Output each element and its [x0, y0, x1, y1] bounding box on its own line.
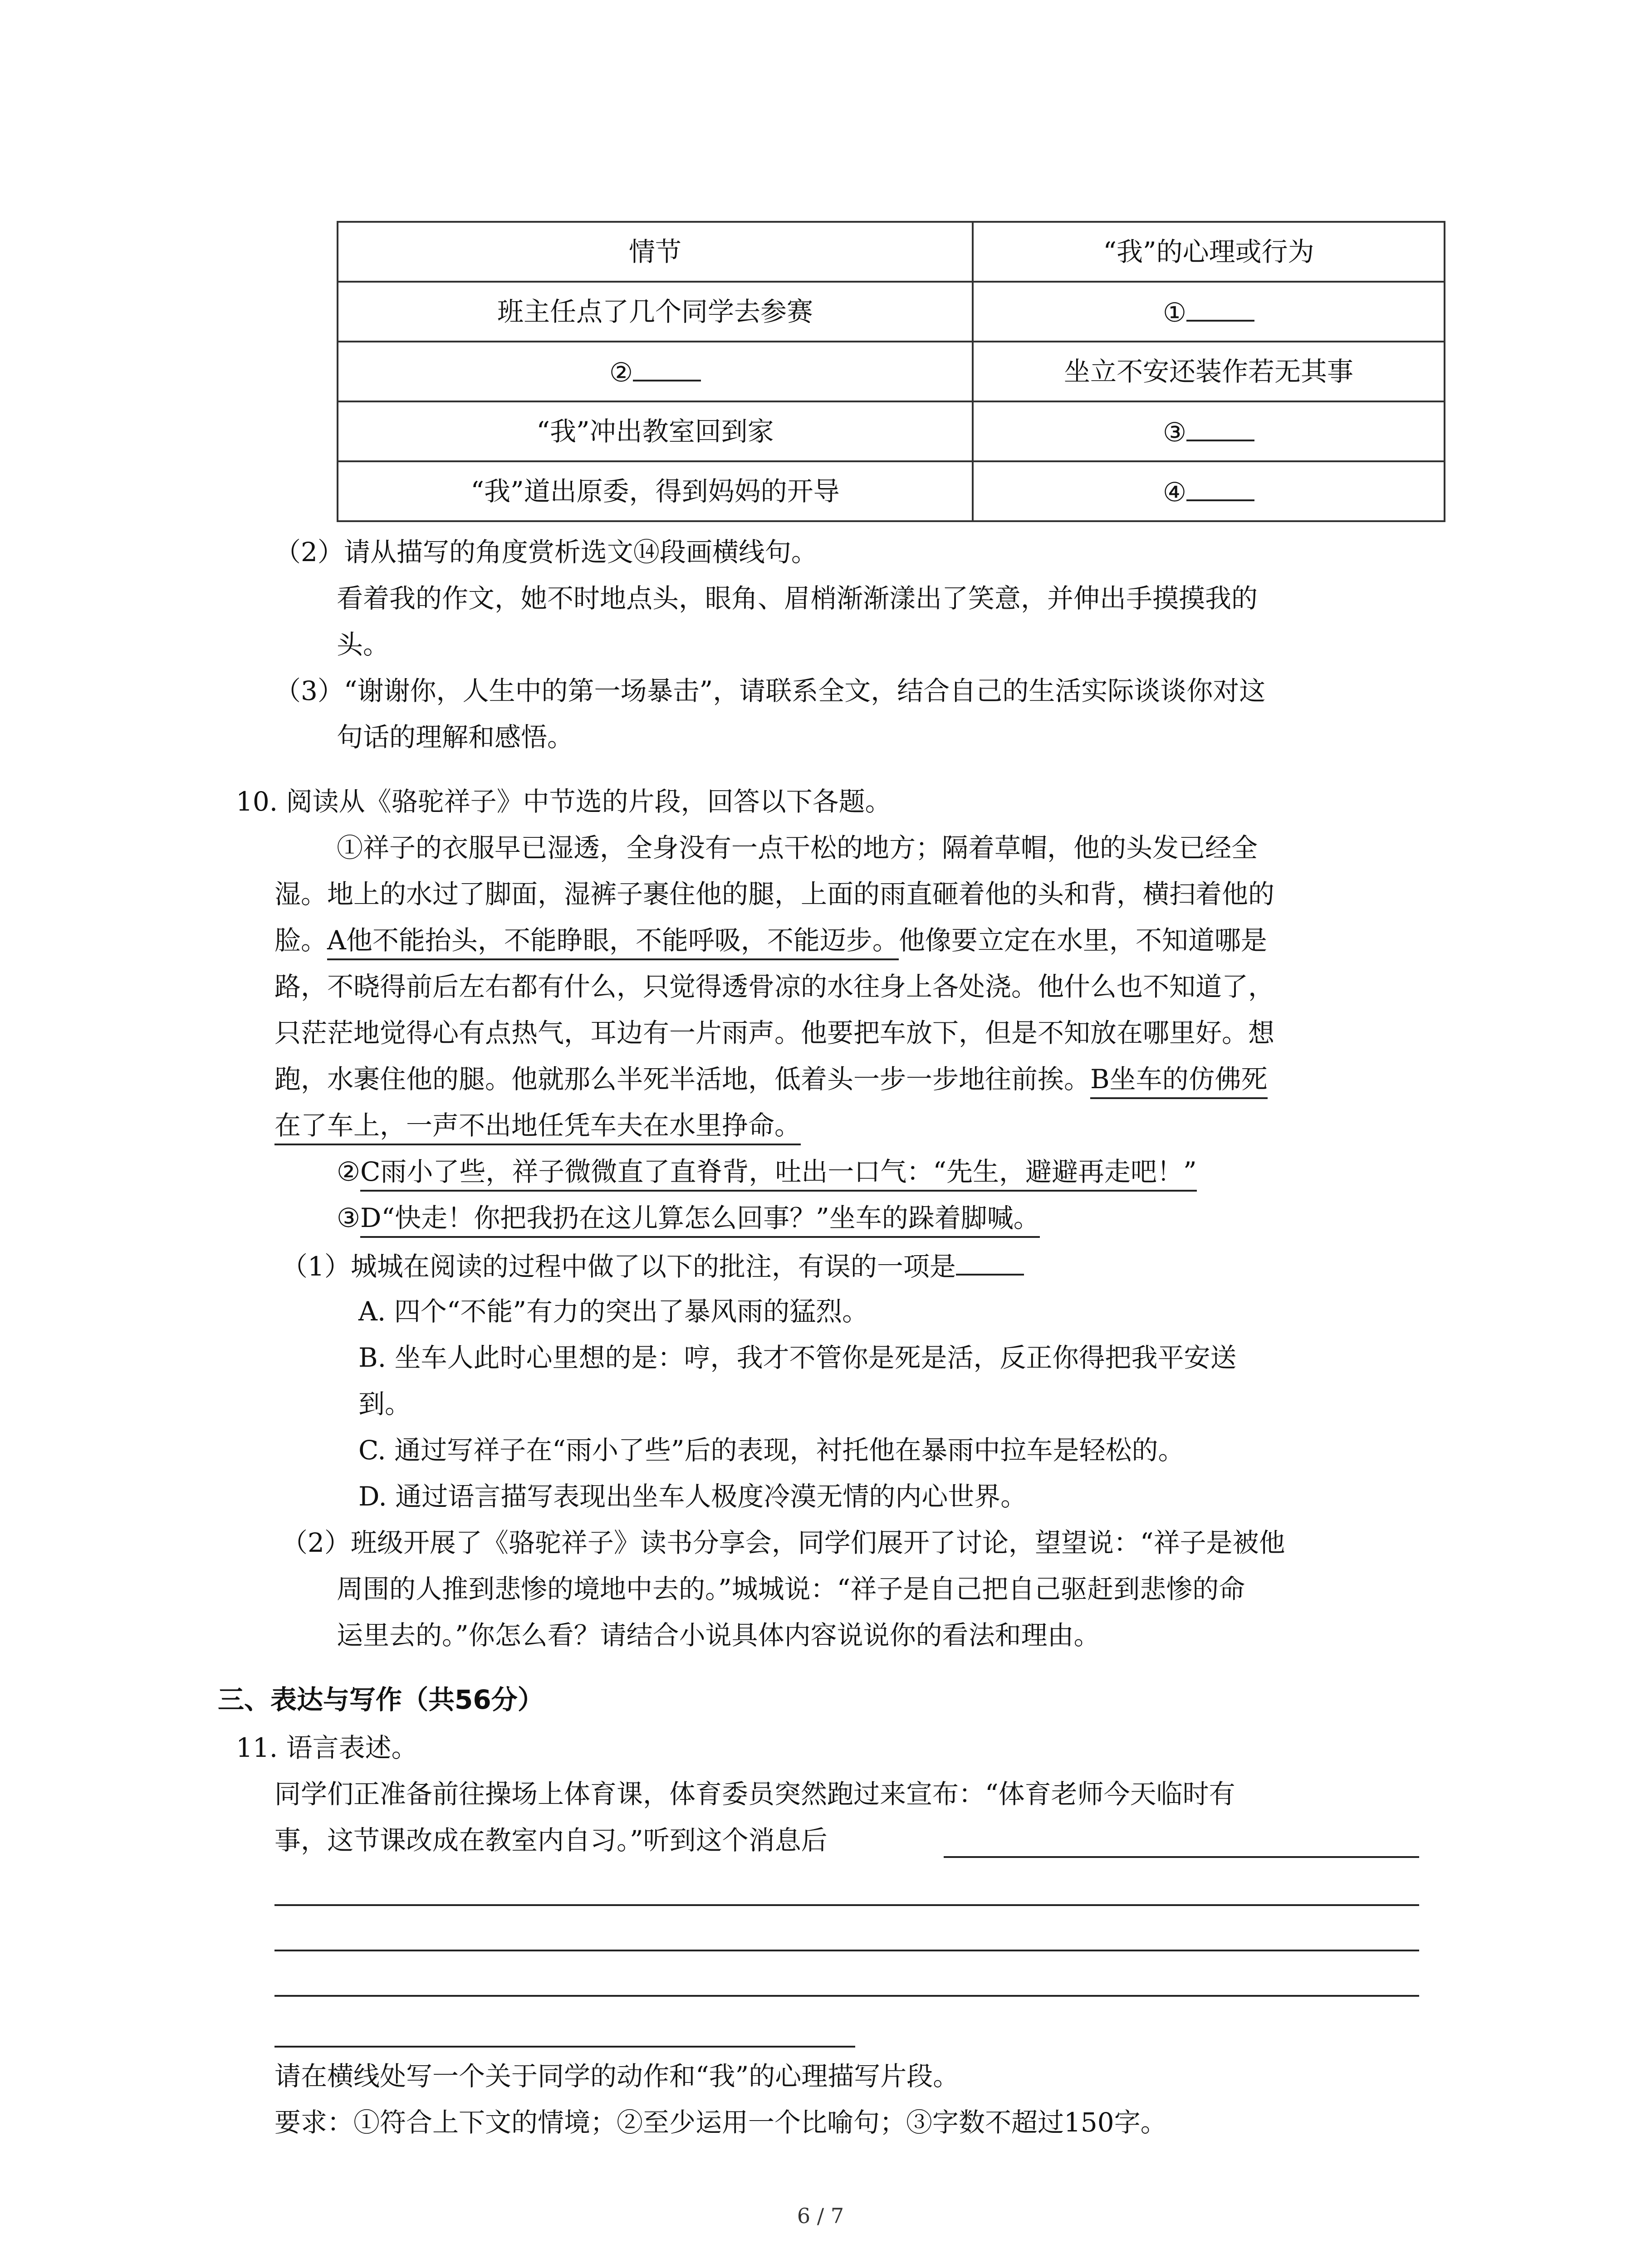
q9-part2-quote: 看着我的作文，她不时地点头，眼角、眉梢渐渐漾出了笑意，并伸出手摸摸我的 — [337, 583, 1258, 614]
q9-part3-prompt: 句话的理解和感悟。 — [337, 722, 574, 753]
q11-requirements: 要求：①符合上下文的情境；②至少运用一个比喻句；③字数不超过150字。 — [274, 2107, 1167, 2138]
page-number: 6 / 7 — [797, 2204, 844, 2228]
answer-blank[interactable] — [633, 358, 701, 381]
writing-line[interactable] — [274, 2046, 855, 2048]
passage-line: 湿。地上的水过了脚面，湿裤子裹住他的腿，上面的雨直砸着他的头和背，横扫着他的 — [274, 879, 1275, 909]
writing-line[interactable] — [274, 1995, 1419, 1997]
q9-part2-quote: 头。 — [337, 629, 390, 660]
answer-blank[interactable] — [1186, 298, 1254, 322]
writing-line[interactable] — [274, 1904, 1419, 1906]
passage-line: 只茫茫地觉得心有点热气，耳边有一片雨声。他要把车放下，但是不知放在哪里好。想 — [274, 1017, 1275, 1048]
passage-line — [337, 1202, 1040, 1233]
underlined-sentence-d: D“快走！你把我扔在这儿算怎么回事？”坐车的跺着脚喊。 — [360, 1202, 1040, 1238]
blank-marker: ④ — [1163, 476, 1186, 508]
passage-text: 脸。 — [274, 925, 328, 956]
passage-line — [274, 1112, 801, 1139]
passage-line — [274, 1064, 1268, 1095]
passage-line — [274, 925, 1267, 956]
q11-text: 同学们正准备前往操场上体育课，体育委员突然跑过来宣布：“体育老师今天临时有 — [274, 1779, 1235, 1809]
section-heading: 三、表达与写作（共56分） — [218, 1684, 544, 1715]
q11-text: 事，这节课改成在教室内自习。”听到这个消息后 — [274, 1825, 828, 1856]
q11-title: 11. 语言表述。 — [236, 1732, 418, 1763]
table-cell-with-blank — [973, 282, 1445, 342]
q10-title: 10. 阅读从《骆驼祥子》中节选的片段，回答以下各题。 — [236, 786, 892, 817]
option-d: D. 通过语言描写表现出坐车人极度冷漠无情的内心世界。 — [358, 1481, 1027, 1512]
underlined-sentence-c: C雨小了些，祥子微微直了直脊背，吐出一口气：“先生，避避再走吧！” — [360, 1156, 1197, 1192]
table-header-cell: 情节 — [338, 222, 973, 282]
answer-blank[interactable] — [1186, 418, 1254, 441]
table-cell-with-blank — [973, 461, 1445, 521]
writing-line[interactable] — [274, 1950, 1419, 1951]
passage-text: 他像要立定在水里，不知道哪是 — [898, 925, 1267, 956]
option-b: B. 坐车人此时心里想的是：哼，我才不管你是死是活，反正你得把我平安送 — [358, 1342, 1237, 1373]
paragraph-number: ③ — [337, 1202, 360, 1233]
blank-marker: ② — [609, 357, 633, 388]
table-row — [338, 401, 1445, 461]
passage-line — [337, 1158, 1197, 1185]
blank-marker: ③ — [1163, 416, 1186, 448]
table-cell: “我”道出原委，得到妈妈的开导 — [338, 461, 973, 521]
writing-line[interactable] — [944, 1856, 1419, 1858]
table-cell: “我”冲出教室回到家 — [338, 401, 973, 461]
q10-part2-prompt: （2）班级开展了《骆驼祥子》读书分享会，同学们展开了讨论，望望说：“祥子是被他 — [281, 1527, 1285, 1558]
underlined-sentence-b: 在了车上，一声不出地任凭车夫在水里挣命。 — [274, 1110, 801, 1145]
table-header-cell: “我”的心理或行为 — [973, 222, 1445, 282]
passage-line: 路，不晓得前后左右都有什么，只觉得透骨凉的水往身上各处浇。他什么也不知道了， — [274, 971, 1275, 1002]
q9-part3-prompt: （3）“谢谢你，人生中的第一场暴击”，请联系全文，结合自己的生活实际谈谈你对这 — [274, 675, 1266, 706]
table-cell: 班主任点了几个同学去参赛 — [338, 282, 973, 342]
question-text: （1）城城在阅读的过程中做了以下的批注，有误的一项是 — [281, 1251, 956, 1282]
table-row — [338, 461, 1445, 521]
underlined-sentence-a: A他不能抬头，不能睁眼，不能呼吸，不能迈步。 — [327, 925, 899, 960]
q10-part2-prompt: 周围的人推到悲惨的境地中去的。”城城说：“祥子是自己把自己驱赶到悲惨的命 — [337, 1574, 1245, 1604]
table-row — [338, 342, 1445, 401]
answer-blank[interactable] — [1186, 478, 1254, 501]
table-cell-with-blank — [338, 342, 973, 401]
table-row — [338, 282, 1445, 342]
table-cell: 坐立不安还装作若无其事 — [973, 342, 1445, 401]
table-cell-with-blank — [973, 401, 1445, 461]
q10-part1-prompt — [281, 1252, 1024, 1280]
q9-part2-prompt: （2）请从描写的角度赏析选文⑭段画横线句。 — [274, 537, 818, 567]
passage-line: ①祥子的衣服早已湿透，全身没有一点干松的地方；隔着草帽，他的头发已经全 — [337, 832, 1258, 863]
passage-text: 跑，水裹住他的腿。他就那么半死半活地，低着头一步一步地往前挨。 — [274, 1064, 1091, 1095]
blank-marker: ① — [1163, 297, 1186, 328]
paragraph-number: ② — [337, 1156, 360, 1187]
answer-blank[interactable] — [956, 1252, 1024, 1276]
q11-instruction: 请在横线处写一个关于同学的动作和“我”的心理描写片段。 — [274, 2061, 960, 2092]
plot-table — [337, 221, 1445, 522]
option-c: C. 通过写祥子在“雨小了些”后的表现，衬托他在暴雨中拉车是轻松的。 — [358, 1435, 1185, 1466]
q10-part2-prompt: 运里去的。”你怎么看？请结合小说具体内容说说你的看法和理由。 — [337, 1620, 1100, 1651]
table-header-row — [338, 222, 1445, 282]
option-b: 到。 — [358, 1388, 411, 1419]
underlined-sentence-b: B坐车的仿佛死 — [1090, 1064, 1268, 1099]
option-a: A. 四个“不能”有力的突出了暴风雨的猛烈。 — [358, 1296, 869, 1327]
